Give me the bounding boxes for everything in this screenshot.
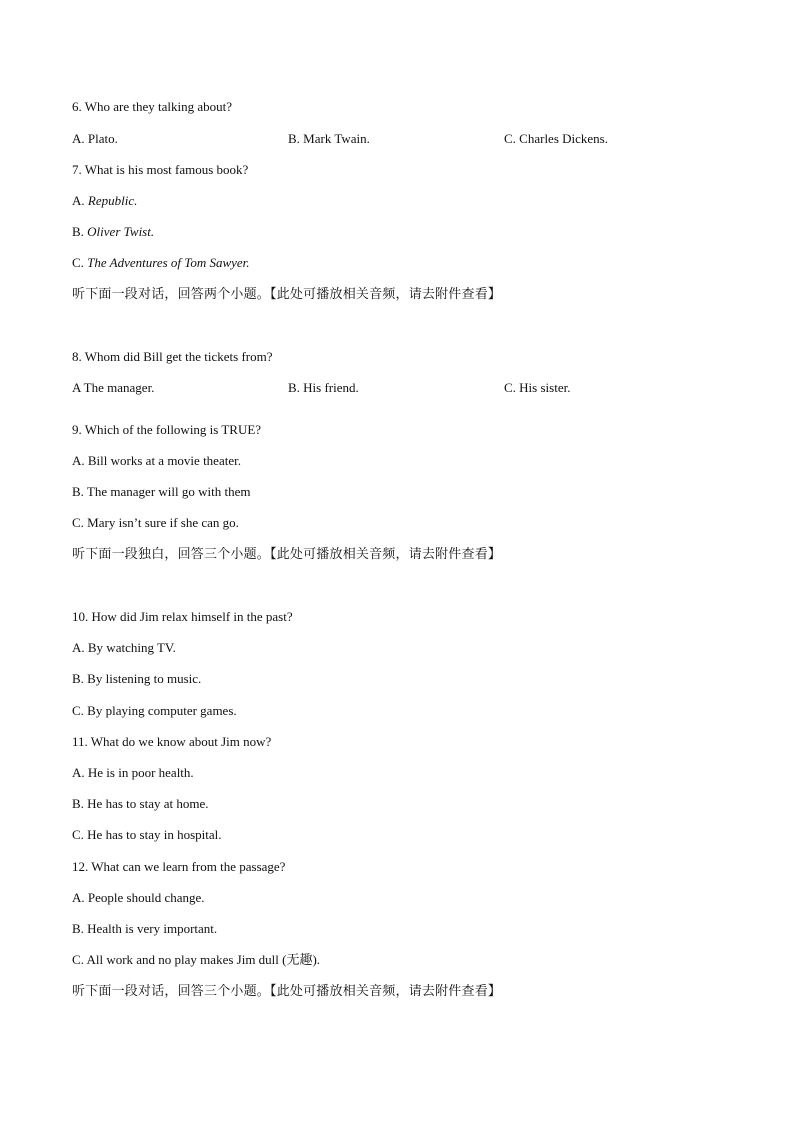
option-8c: C. His sister. <box>504 380 571 395</box>
option-7a-prefix: A. <box>72 193 88 208</box>
option-6a: A. Plato. <box>72 131 118 146</box>
option-12b: B. Health is very important. <box>72 921 218 936</box>
option-9a: A. Bill works at a movie theater. <box>72 453 241 468</box>
question-7: 7. What is his most famous book? <box>72 162 249 177</box>
option-10c: C. By playing computer games. <box>72 703 237 718</box>
question-6-options <box>72 131 712 147</box>
question-6: 6. Who are they talking about? <box>72 99 233 114</box>
option-11b: B. He has to stay at home. <box>72 796 209 811</box>
section-instruction: 听下面一段对话，回答两个小题。【此处可播放相关音频，请去附件查看】 <box>72 287 502 302</box>
option-7c-prefix: C. <box>72 255 88 270</box>
option-7a-title: Republic. <box>87 193 138 208</box>
option-12a: A. People should change. <box>72 890 205 905</box>
option-8a: A The manager. <box>72 380 155 395</box>
question-11: 11. What do we know about Jim now? <box>72 734 272 749</box>
option-12c: C. All work and no play makes Jim dull (无趣). <box>72 952 321 967</box>
question-10: 10. How did Jim relax himself in the past? <box>72 609 293 624</box>
option-7b-prefix: B. <box>72 224 88 239</box>
option-10a: A. By watching TV. <box>72 640 176 655</box>
option-9b: B. The manager will go with them <box>72 484 251 499</box>
option-8b: B. His friend. <box>288 380 359 395</box>
option-10b: B. By listening to music. <box>72 671 202 686</box>
option-11c: C. He has to stay in hospital. <box>72 827 222 842</box>
option-7a <box>72 193 137 209</box>
question-12: 12. What can we learn from the passage? <box>72 859 286 874</box>
option-7b <box>72 224 154 240</box>
question-8-options <box>72 380 712 396</box>
option-11a: A. He is in poor health. <box>72 765 194 780</box>
section-instruction: 听下面一段独白，回答三个小题。【此处可播放相关音频，请去附件查看】 <box>72 547 502 562</box>
option-7b-title: Oliver Twist. <box>87 224 155 239</box>
question-8: 8. Whom did Bill get the tickets from? <box>72 349 273 364</box>
option-9c: C. Mary isn’t sure if she can go. <box>72 515 239 530</box>
section-instruction: 听下面一段对话，回答三个小题。【此处可播放相关音频，请去附件查看】 <box>72 984 502 999</box>
option-7c <box>72 255 250 271</box>
option-6b: B. Mark Twain. <box>288 131 370 146</box>
option-6c: C. Charles Dickens. <box>504 131 608 146</box>
question-9: 9. Which of the following is TRUE? <box>72 422 262 437</box>
option-7c-title: The Adventures of Tom Sawyer. <box>87 255 250 270</box>
